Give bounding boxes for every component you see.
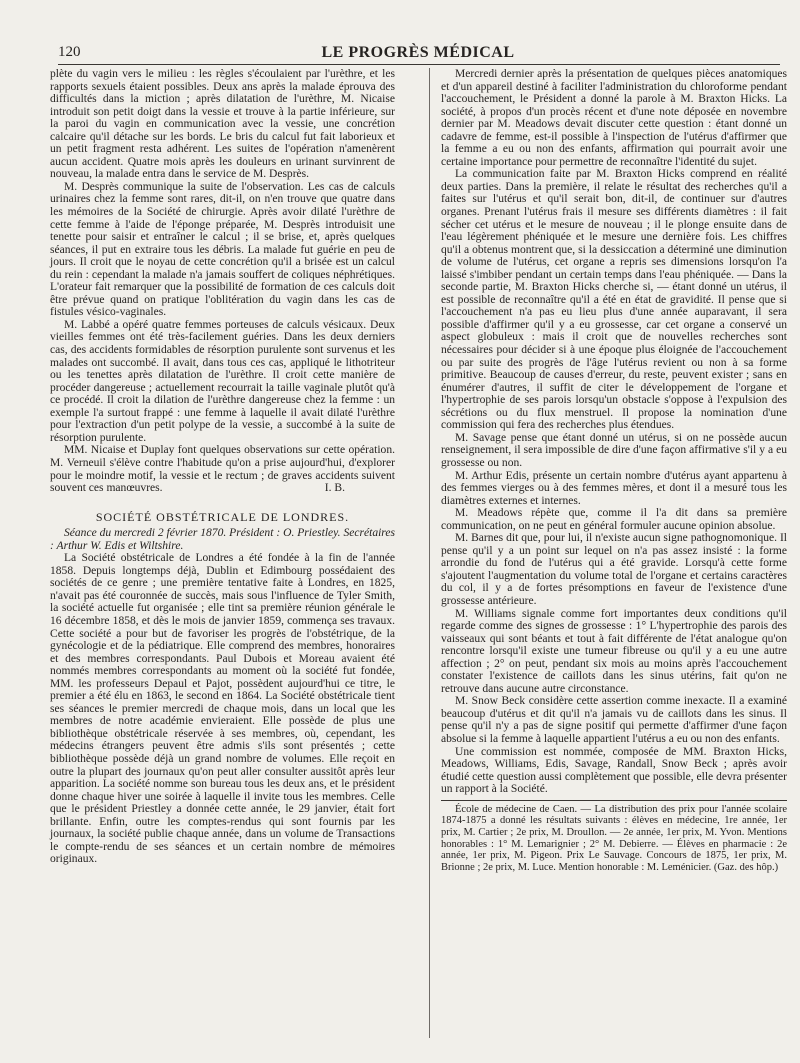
page-number: 120 — [58, 44, 81, 60]
notice-text: École de médecine de Caen. — La distribution des prix pour l'année scolaire 1874-1875 a donné les résultats suivants : élèves en médecine, 1re année, 1er prix, M. Cartier ; 2e prix, M. Droullon. — 2e année, 1er prix, M. Yvon. Mentions honorables : 1° M. Lemarignier ; 2° M. Debierre. — Élèves en pharmacie : 2e année, 1er prix, M. Pigeon. Prix Le Sauvage. Concours de 1875, 1er prix, M. Brionne ; 2e prix, M. Luce. Mention honorable : M. Leménicier. (Gaz. des hôp.) — [441, 803, 787, 873]
paragraph: La communication faite par M. Braxton Hicks comprend en réalité deux parties. Dans la première, il relate le résultat des recherches qu'il a faites sur l'utérus et qu'il serait bon, dit-il, de continuer sur d'autres organes. Prenant l'utérus frais il mesure ses différents diamètres : il fait sécher cet utérus et le mesure de nouveau ; il le plonge ensuite dans de l'eau légèrement phéniquée et le mesure une dernière fois. Les chiffres qu'il a obtenus montrent que, si la dessiccation a déterminé une diminution de volume de l'utérus, cet organe a repris ses dimensions lorsqu'on l'a laissé s'imbiber pendant un certain temps dans l'eau phéniquée. — Dans la seconde partie, M. Braxton Hicks cherche si, — étant donné un utérus, il est possible de reconnaître qu'il a été en état de gravidité. Il pense que si l'accouchement n'a pas eu lieu plus d'une année auparavant, il sera possible d'affirmer qu'il y a eu grossesse, car cet organe a conservé un aspect globuleux : mais il croit que de nouvelles recherches sont nécessaires pour décider si à une époque plus éloignée de l'accouchement ou par suite des progrès de l'âge l'utérus revient ou non à sa forme primitive. Beaucoup de causes d'erreur, du reste, peuvent exister ; sans en énumérer d'autres, il suffit de citer le développement de l'organe et l'hypertrophie de ses parois lorsqu'un obstacle s'oppose à l'expulsion des sécrétions ou du flux menstruel. Il propose la nomination d'une commission qui fera des recherches plus étendues. — [441, 168, 787, 432]
paragraph: Mercredi dernier après la présentation de quelques pièces anatomiques et d'un appareil destiné à faciliter l'administration du chloroforme pendant l'accouchement, le Président a donné la parole à M. Braxton Hicks. La société, à propos d'un procès récent et d'une note déposée en novembre dernier par M. Meadows devait discuter cette question : étant donné un cadavre de femme, est-il possible à l'inspection de l'utérus d'affirmer que la femme a eu ou non des enfants, affirmation qui pourrait avoir une certaine importance pour permettre de reconnaître l'identité du sujet. — [441, 68, 787, 168]
paragraph: M. Snow Beck considère cette assertion comme inexacte. Il a examiné beaucoup d'utérus et dit qu'il n'a jamais vu de caillots dans les sinus. Il pense qu'il n'y a pas de signe positif qui permette d'affirmer d'une façon absolue si la femme à laquelle appartient l'utérus a eu ou non des enfants. — [441, 695, 787, 745]
header-rule — [58, 64, 780, 65]
section-title: SOCIÉTÉ OBSTÉTRICALE DE LONDRES. — [95, 509, 350, 524]
author-signature: I. B. — [324, 482, 345, 495]
paragraph: La Société obstétricale de Londres a été fondée à la fin de l'année 1858. Depuis longtemps déjà, Dublin et Edimbourg possédaient des sociétés de ce genre ; une première tentative faite à Londres, en 1825, n'avait pas été couronnée de succès, mais sous l'influence de Tyler Smith, la société actuelle fut organisée ; elle tint sa première réunion générale le 16 décembre 1858, et dès le mois de janvier 1859, commença ses travaux. Cette société a pour but de favoriser les progrès de l'obstétrique, de la gynécologie et de la pédiatrique. Elle comprend des membres, honoraires et des membres correspondants. Paul Dubois et Moreau avaient été nommés membres correspondants au moment où la société fut fondée, MM. les professeurs Depaul et Pajot, possèdent aujourd'hui ce titre, le premier a été élu en 1863, le second en 1864. La Société obstétricale tient ses séances le premier mercredi de chaque mois, dans un local que les membres de notre académie envieraient. Elle possède de plus une bibliothèque obstétricale réservée à ses membres, où, cependant, les médecins étrangers peuvent être admis s'ils sont présentés ; cette bibliothèque possède déjà un grand nombre de volumes. Elle reçoit en outre la plupart des journaux qu'on peut aller consulter aussitôt après leur apparition. La société nomme son bureau tous les deux ans, et le président donne chaque hiver une soirée à laquelle il invite tous les membres. Celle que le président Priestley a donnée cette année, le 29 janvier, était fort brillante. Enfin, outre les comptes-rendus qui sont fournis par les journaux, la société publie chaque année, dans un volume de Transactions le compte-rendu de ses séances et un certain nombre de mémoires originaux. — [50, 552, 395, 866]
paragraph: M. Labbé a opéré quatre femmes porteuses de calculs vésicaux. Deux vieilles femmes ont été très-facilement guéries. Dans les deux derniers cas, des accidents formidables de résorption purulente sont survenus et les malades ont succombé. Il avait, dans tous ces cas, appliqué le lithotriteur ou les tenettes après dilatation de l'urèthre. Il croit cette manière de procéder dangereuse ; actuellement recourrait la taille vaginale plutôt qu'à ce procédé. Il croit la dilation de l'urèthre dangereuse chez la femme : un exemple l'a surtout frappé : une femme à laquelle il avait dilaté l'urèthre pour l'extraction d'un petit polype de la vessie, a succombé à la suite de résorption purulente. — [50, 318, 395, 444]
news-notice — [441, 800, 787, 874]
paragraph: M. Meadows répète que, comme il l'a dit dans sa première communication, on ne peut en général formuler aucune opinion absolue. — [441, 507, 787, 532]
paragraph: plète du vagin vers le milieu : les règles s'écoulaient par l'urèthre, et les rapports sexuels étaient possibles. Deux ans après la malade éprouva des difficultés dans la miction ; après dilatation de l'urèthre, M. Nicaise introduit son petit doigt dans la vessie et trouve à la partie inférieure, sur la paroi du vagin en communication avec la vessie, une concrétion calcaire qu'il détache sur les bords. Le bris du calcul fut fait laborieux et un petit fragment resta adhérent. Les suites de l'opération n'amenèrent aucun accident. Quatre mois après les douleurs en urinant survinrent de nouveau, la malade entra dans le service de M. Desprès. — [50, 68, 395, 181]
left-column — [50, 68, 395, 866]
paragraph: M. Arthur Edis, présente un certain nombre d'utérus ayant appartenu à des femmes vierges ou à des femmes mères, et dont il a mesuré tous les diamètres externes et internes. — [441, 469, 787, 507]
right-column — [441, 68, 787, 873]
paragraph: M. Desprès communique la suite de l'observation. Les cas de calculs urinaires chez la femme sont rares, dit-il, on n'en trouve que quatre dans les mémoires de la Société de chirurgie. Après avoir dilaté l'urèthre de cette femme à l'aide de l'éponge préparée, M. Desprès introduisit une tenette pour saisir et entraîner le calcul ; il se brise, et, après quelques séances, il put en extraire tous les débris. La malade fut guérie en peu de jours. Il croit que le noyau de cette concrétion qu'il a brisée est un calcul du rein : cependant la malade n'a jamais souffert de coliques néphrétiques. L'orateur fait remarquer que la possibilité de formation de ces calculs doit être prévue quand on pratique l'oblitération du vagin dans les cas de fistules vésico-vaginales. — [50, 180, 395, 319]
paragraph: M. Williams signale comme fort importantes deux conditions qu'il regarde comme des signes de grossesse : 1° L'hypertrophie des parois des vaisseaux qui sont béants et tout à fait différente de l'état analogue qu'on rencontre lorsqu'il existe une tumeur fibreuse ou qu'il y a eu une autre affection ; 2° on peut, pendant six mois au moins après l'accouchement constater l'existence de caillots dans les sinus utérins, fait qu'on ne retrouve dans aucune autre circonstance. — [441, 607, 787, 695]
column-separator — [429, 68, 430, 1038]
page-header — [58, 44, 778, 64]
paragraph: MM. Nicaise et Duplay font quelques observations sur cette opération. M. Verneuil s'élève contre l'habitude qu'on a prise aujourd'hui, d'explorer pour le moindre motif, la vessie et le rectum ; de graves accidents suivent souvent ces manœuvres. — [50, 444, 395, 495]
paragraph: Une commission est nommée, composée de MM. Braxton Hicks, Meadows, Williams, Edis, Savage, Randall, Snow Beck ; après avoir étudié cette question aussi complètement que possible, elle devra présenter un rapport à la Société. — [441, 745, 787, 796]
paragraph: M. Savage pense que étant donné un utérus, si on ne possède aucun renseignement, il sera impossible de dire d'une façon affirmative s'il y a eu grossesse ou non. — [441, 431, 787, 469]
session-line: Séance du mercredi 2 février 1870. Président : O. Priestley. Secrétaires : Arthur W. Edis et Wiltshire. — [50, 527, 395, 552]
paragraph: M. Barnes dit que, pour lui, il n'existe aucun signe pathognomonique. Il pense qu'il y a un point sur lequel on n'a pas assez insisté : la forme arrondie du fond de l'utérus qui a été gravide. Lorsqu'à cette forme s'ajoutent l'augmentation du volume total de l'organe et certains caractères du col, il y a de fortes présomptions en faveur de l'existence d'une grossesse antérieure. — [441, 532, 787, 607]
journal-title: LE PROGRÈS MÉDICAL — [321, 44, 515, 61]
